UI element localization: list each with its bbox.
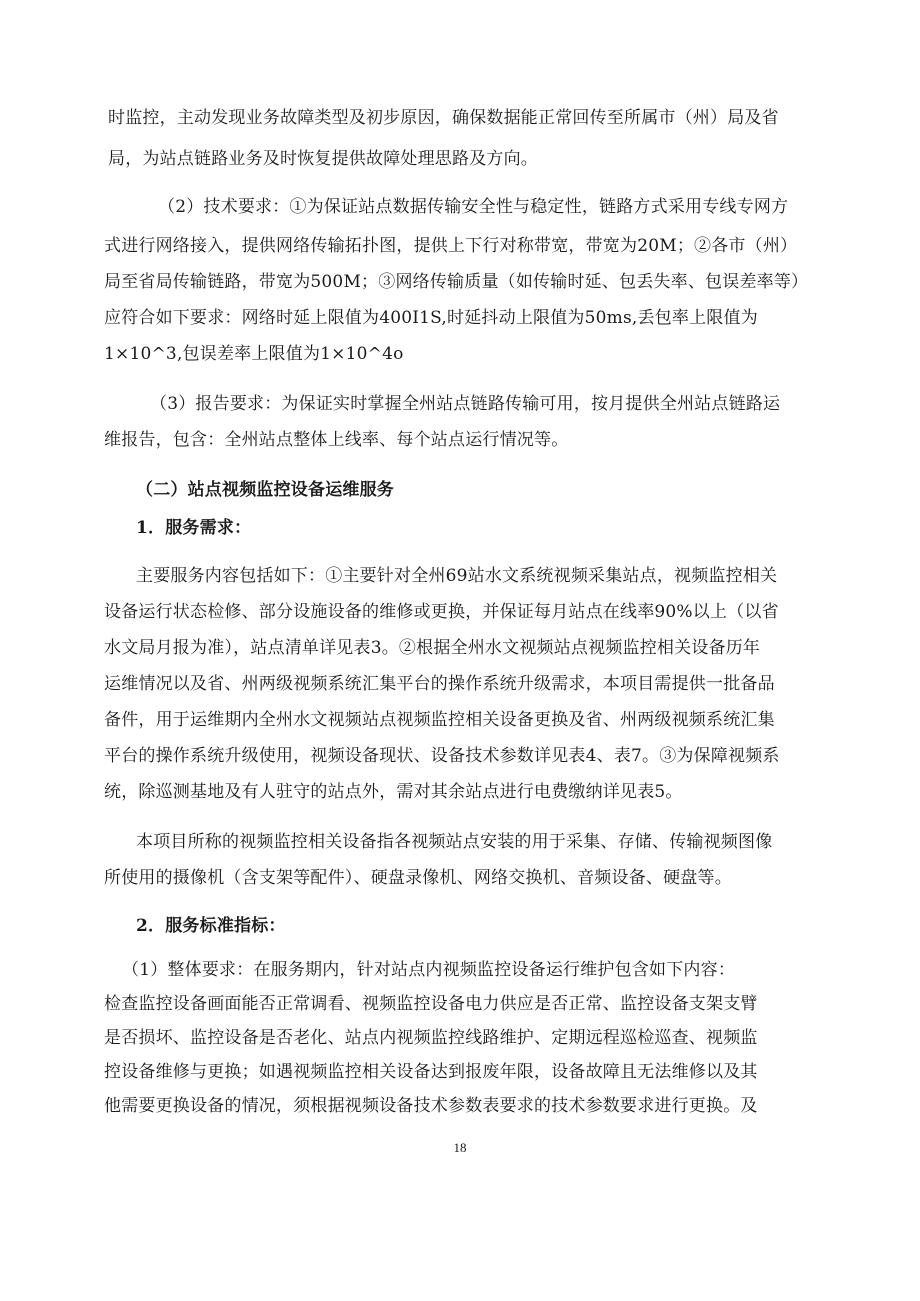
text-line: （3）报告要求：为保证实时掌握全州站点链路传输可用，按月提供全州站点链路运	[150, 394, 781, 414]
text-line: （2）技术要求：①为保证站点数据传输安全性与稳定性，链路方式采用专线专网方	[158, 197, 789, 217]
text-line: 控设备维修与更换；如遇视频监控相关设备达到报废年限，设备故障且无法维修以及其	[104, 1062, 758, 1082]
text-line: 统，除巡测基地及有人驻守的站点外，需对其余站点进行电费缴纳详见表5。	[104, 782, 683, 802]
page-number: 18	[453, 1140, 467, 1155]
text-line: 水文局月报为准），站点清单详见表3。②根据全州水文视频站点视频监控相关设备历年	[104, 638, 761, 658]
text-line: （1）整体要求：在服务期内，针对站点内视频监控设备运行维护包含如下内容：	[122, 960, 736, 980]
text-line: 时监控，主动发现业务故障类型及初步原因，确保数据能正常回传至所属市（州）局及省	[108, 108, 779, 128]
text-line: 检查监控设备画面能否正常调看、视频监控设备电力供应是否正常、监控设备支架支臂	[104, 994, 758, 1014]
text-line: 本项目所称的视频监控相关设备指各视频站点安装的用于采集、存储、传输视频图像	[136, 832, 773, 852]
text-line: 平台的操作系统升级使用，视频设备现状、设备技术参数详见表4、表7。③为保障视频系	[104, 746, 780, 766]
text-line: 运维情况以及省、州两级视频系统汇集平台的操作系统升级需求，本项目需提供一批备品	[104, 674, 775, 694]
text-line: 所使用的摄像机（含支架等配件）、硬盘录像机、网络交换机、音频设备、硬盘等。	[104, 868, 732, 888]
text-line: 维报告，包含：全州站点整体上线率、每个站点运行情况等。	[104, 430, 569, 450]
subsection-heading: 2．服务标准指标：	[136, 916, 286, 936]
text-line: 设备运行状态检修、部分设施设备的维修或更换，并保证每月站点在线率90%以上（以省	[104, 602, 779, 622]
text-line: 1×10^3,包误差率上限值为1×10^4o	[104, 344, 404, 364]
text-line: 局至省局传输链路，带宽为500M；③网络传输质量（如传输时延、包丢失率、包误差率等）	[104, 272, 809, 292]
section-heading: （二）站点视频监控设备运维服务	[136, 480, 394, 500]
subsection-heading: 1．服务需求：	[136, 518, 252, 538]
text-line: 局，为站点链路业务及时恢复提供故障处理思路及方向。	[108, 149, 538, 169]
text-line: 式进行网络接入，提供网络传输拓扑图，提供上下行对称带宽，带宽为20M；②各市（州）	[104, 236, 798, 256]
text-line: 应符合如下要求：网络时延上限值为400I1S,时延抖动上限值为50ms,丢包率上限值为	[104, 308, 758, 328]
text-line: 是否损坏、监控设备是否老化、站点内视频监控线路维护、定期远程巡检巡查、视频监	[104, 1028, 758, 1048]
text-line: 他需要更换设备的情况，须根据视频设备技术参数表要求的技术参数要求进行更换。及	[104, 1096, 758, 1116]
text-line: 主要服务内容包括如下：①主要针对全州69站水文系统视频采集站点，视频监控相关	[136, 566, 778, 586]
text-line: 备件，用于运维期内全州水文视频站点视频监控相关设备更换及省、州两级视频系统汇集	[104, 710, 775, 730]
